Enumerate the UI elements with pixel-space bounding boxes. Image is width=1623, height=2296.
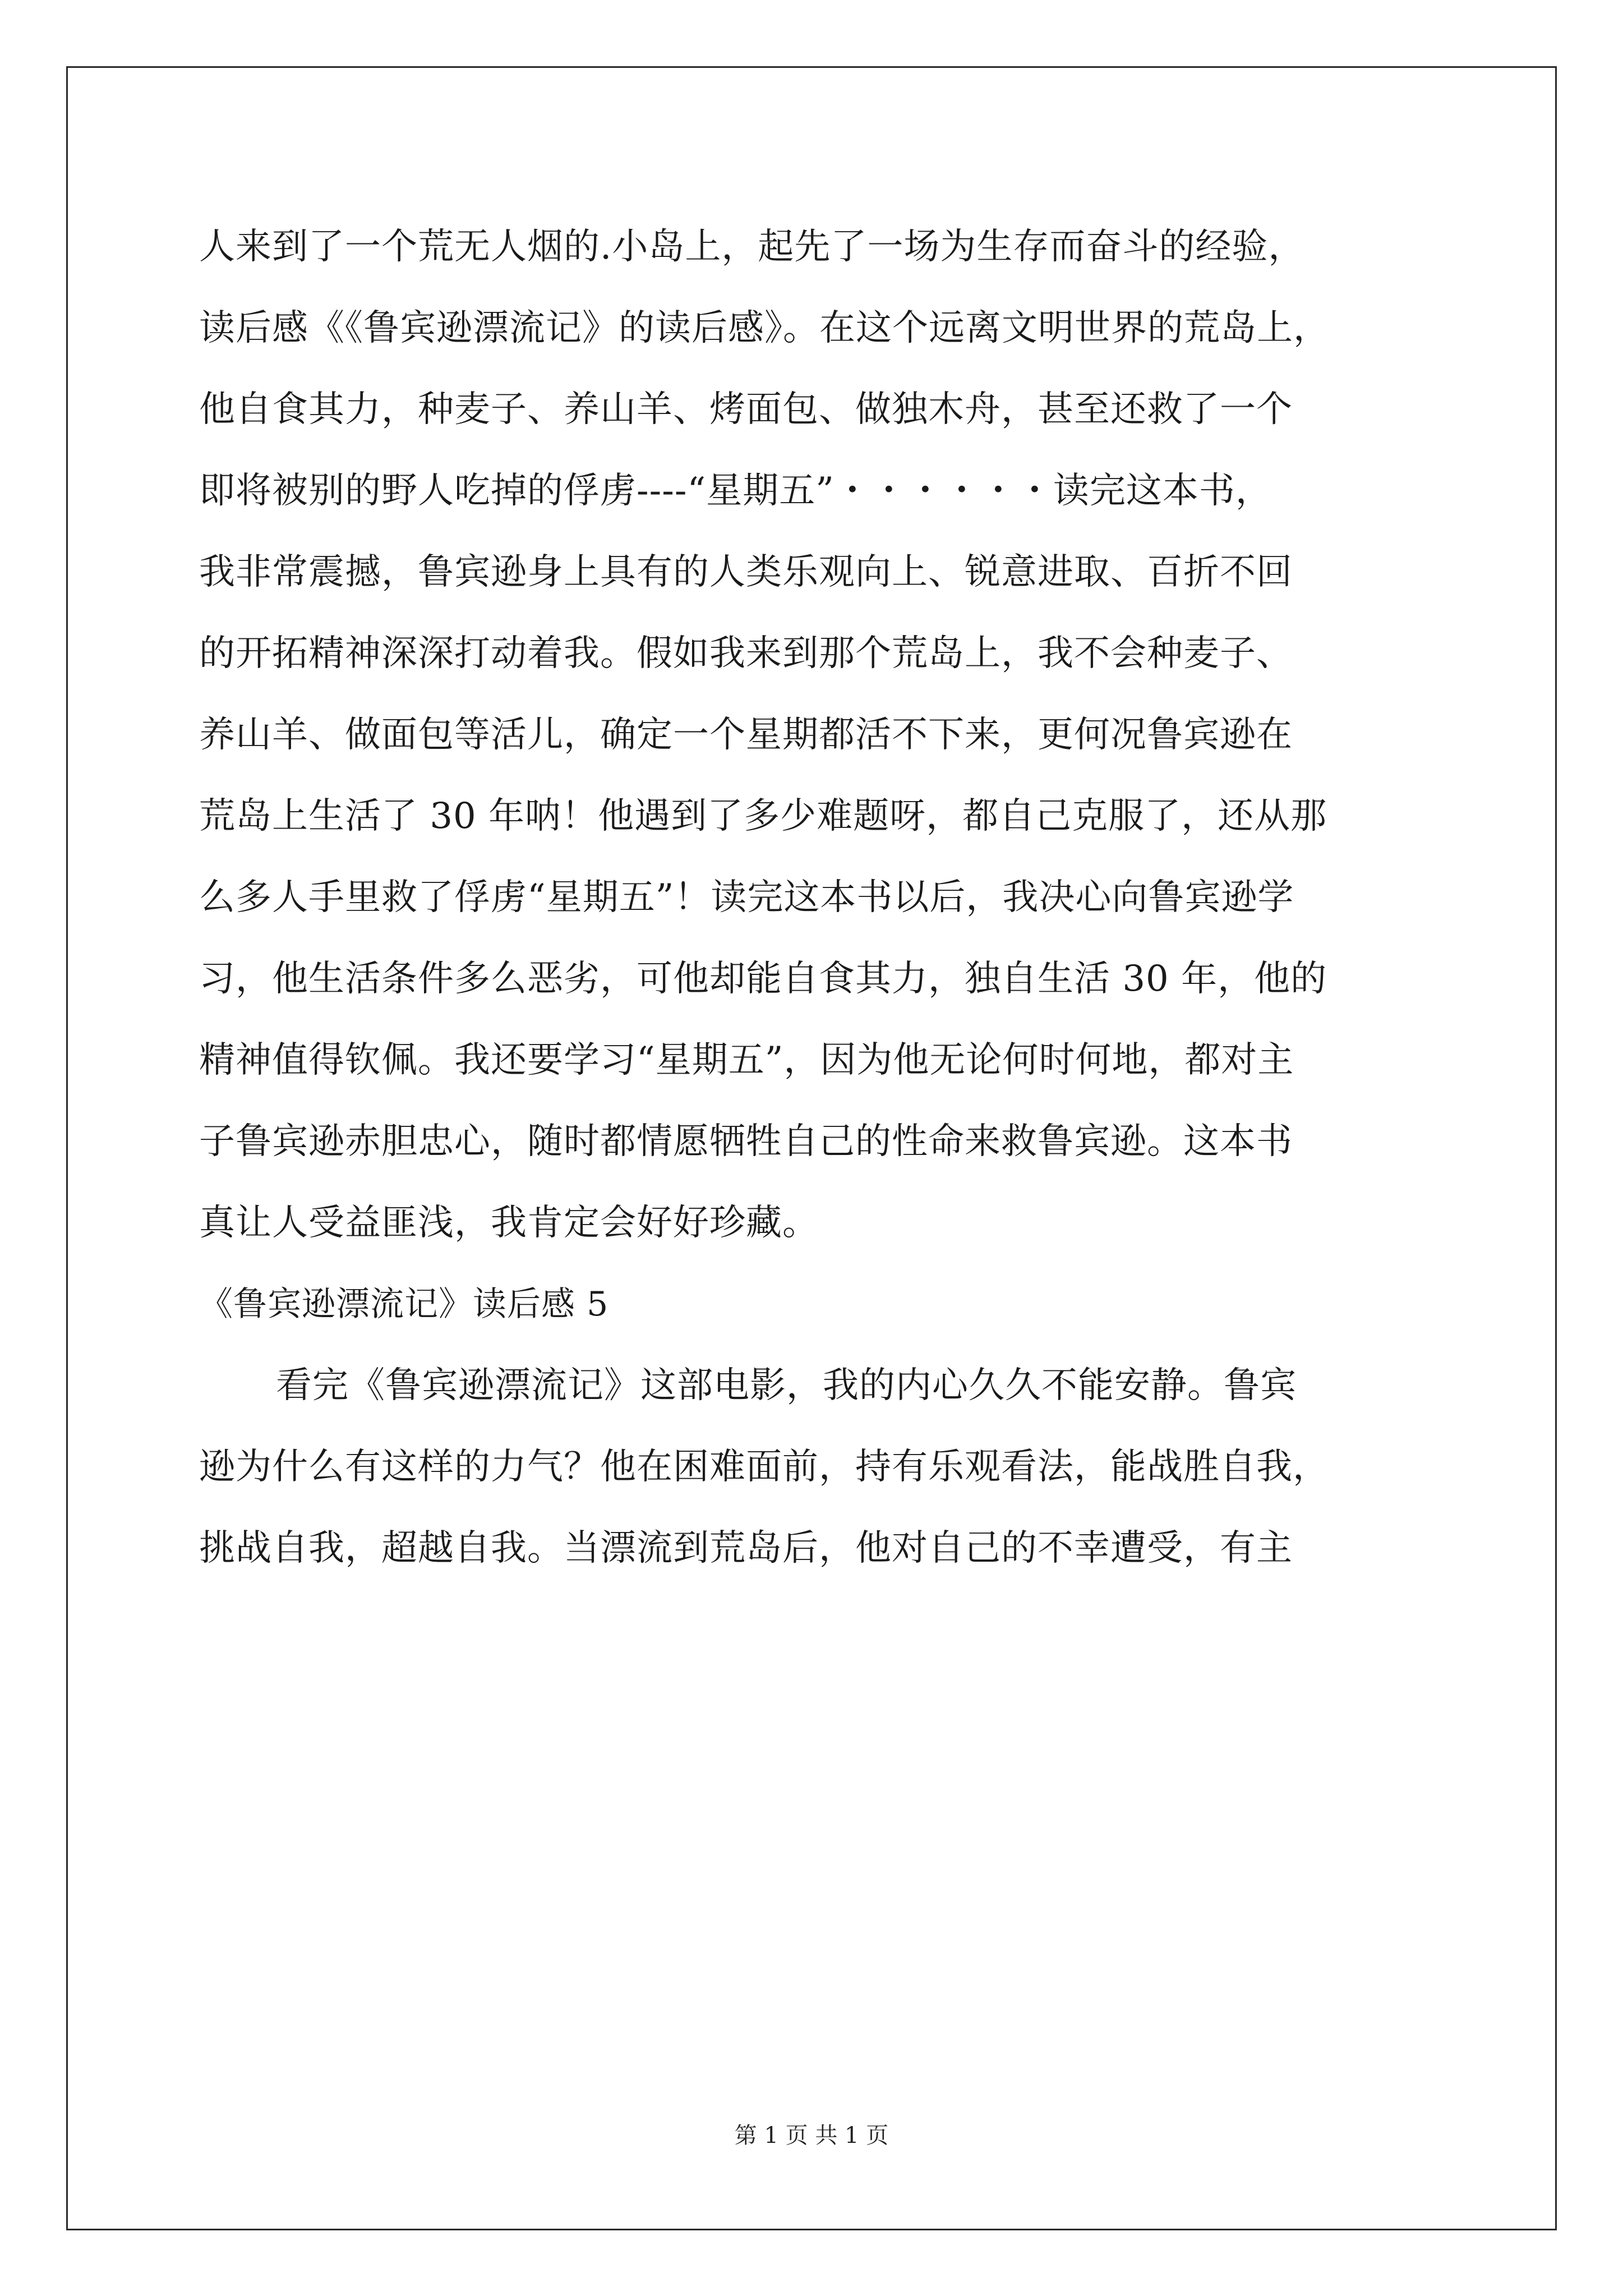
paragraph2-line-3: 挑战自我，超越自我。当漂流到荒岛后，他对自己的不幸遭受，有主: [199, 1527, 1293, 1569]
body-line-3: 他自食其力，种麦子、养山羊、烤面包、做独木舟，甚至还救了一个: [199, 389, 1293, 430]
body-line-11: 精神值得钦佩。我还要学习“星期五”，因为他无论何时何地，都对主: [199, 1039, 1294, 1081]
body-line-9: 么多人手里救了俘虏“星期五”！读完这本书以后，我决心向鲁宾逊学: [199, 877, 1294, 918]
body-line-8: 荒岛上生活了 30 年呐！他遇到了多少难题呀，都自己克服了，还从那: [199, 795, 1327, 837]
body-line-6: 的开拓精神深深打动着我。假如我来到那个荒岛上，我不会种麦子、: [199, 633, 1293, 674]
body-line-13: 真让人受益匪浅，我肯定会好好珍藏。: [199, 1202, 819, 1244]
body-line-2: 读后感《《鲁宾逊漂流记》的读后感》。在这个远离文明世界的荒岛上，: [199, 307, 1330, 349]
page-number-footer: 第 1 页 共 1 页: [734, 2123, 889, 2148]
section-heading: 《鲁宾逊漂流记》读后感 5: [199, 1285, 609, 1324]
body-line-10: 习，他生活条件多么恶劣，可他却能自食其力，独自生活 30 年，他的: [199, 958, 1327, 1000]
body-line-12: 子鲁宾逊赤胆忠心，随时都情愿牺牲自己的性命来救鲁宾逊。这本书: [199, 1121, 1293, 1162]
paragraph2-line-1: 看完《鲁宾逊漂流记》这部电影，我的内心久久不能安静。鲁宾: [276, 1365, 1297, 1406]
body-line-5: 我非常震撼，鲁宾逊身上具有的人类乐观向上、锐意进取、百折不回: [199, 551, 1293, 593]
paragraph2-line-2: 逊为什么有这样的力气？他在困难面前，持有乐观看法，能战胜自我，: [199, 1446, 1329, 1488]
body-line-7: 养山羊、做面包等活儿，确定一个星期都活不下来，更何况鲁宾逊在: [199, 714, 1293, 756]
body-line-4: 即将被别的野人吃掉的俘虏----“星期五”・・・・・・读完这本书，: [199, 470, 1272, 512]
body-line-1: 人来到了一个荒无人烟的.小岛上，起先了一场为生存而奋斗的经验，: [199, 226, 1305, 268]
